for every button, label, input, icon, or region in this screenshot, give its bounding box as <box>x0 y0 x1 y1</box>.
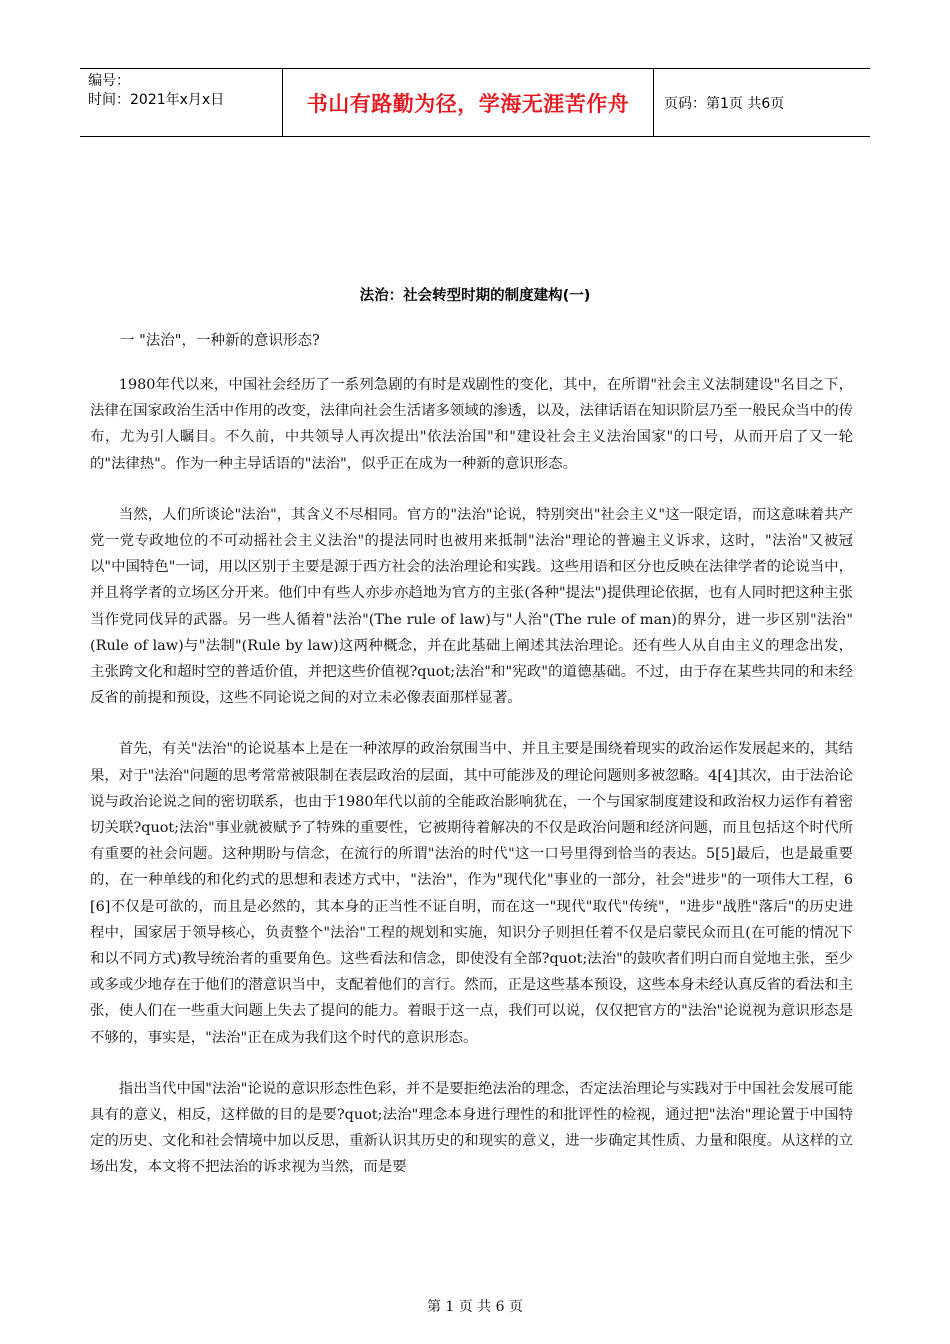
serial-number-label: 编号： <box>88 73 130 89</box>
section-heading: 一 "法治"，一种新的意识形态? <box>120 333 320 349</box>
body-paragraph: 当然，人们所谈论"法治"，其含义不尽相同。官方的"法治"论说，特别突出"社会主义"这一限定语，而这意味着共产党一党专政地位的不可动摇社会主义法治"的提法同时也被用来抵制"法治"理论的普遍主义诉求，这时，"法治"又被冠以"中国特色"一词，用以区别于主要是源于西方社会的法治理论和实践。这些用语和区分也反映在法律学者的论说当中，并且将学者的立场区分开来。他们中有些人亦步亦趋地为官方的主张(各种"提法")提供理论依据，也有人同时把这种主张当作党同伐异的武器。另一些人循着"法治"(The rule of law)与"人治"(The rule of man)的界分，进一步区别"法治"(Rule of law)与"法制"(Rule by law)这两种概念，并在此基础上阐述其法治理论。还有些人从自由主义的理念出发，主张跨文化和超时空的普适价值，并把这些价值视?quot;法治"和"宪政"的道德基础。不过，由于存在某些共同的和未经反省的前提和预设，这些不同论说之间的对立未必像表面那样显著。 <box>90 506 853 707</box>
header-motto: 书山有路勤为径，学海无涯苦作舟 <box>282 69 654 136</box>
body-paragraph: 指出当代中国"法治"论说的意识形态性色彩，并不是要拒绝法治的理念，否定法治理论与实践对于中国社会发展可能具有的意义，相反，这样做的目的是要?quot;法治"理念本身进行理性的和批评性的检视，通过把"法治"理论置于中国特定的历史、文化和社会情境中加以反思，重新认识其历史的和现实的意义，进一步确定其性质、力量和限度。从这样的立场出发，本文将不把法治的诉求视为当然，而是要 <box>90 1080 853 1176</box>
header-page-info: 页码：第1页 共6页 <box>664 95 785 112</box>
page-footer: 第 1 页 共 6 页 <box>426 1299 524 1315</box>
header-meta <box>80 69 282 136</box>
page-header <box>80 68 870 137</box>
document-body <box>90 372 853 1206</box>
document-title: 法治：社会转型时期的制度建构(一) <box>359 288 591 304</box>
body-paragraph: 首先，有关"法治"的论说基本上是在一种浓厚的政治氛围当中、并且主要是围绕着现实的政治运作发展起来的，其结果，对于"法治"问题的思考常常被限制在表层政治的层面，其中可能涉及的理论问题则多被忽略。4[4]其次，由于法治论说与政治论说之间的密切联系，也由于1980年代以前的全能政治影响犹在，一个与国家制度建设和政治权力运作有着密切关联?quot;法治"事业就被赋予了特殊的重要性，它被期待着解决的不仅是政治问题和经济问题，而且包括这个时代所有重要的社会问题。这种期盼与信念，在流行的所谓"法治的时代"这一口号里得到恰当的表达。5[5]最后，也是最重要的，在一种单线的和化约式的思想和表述方式中，"法治"，作为"现代化"事业的一部分，社会"进步"的一项伟大工程，6[6]不仅是可欲的，而且是必然的，其本身的正当性不证自明，而在这一"现代"取代"传统"，"进步"战胜"落后"的历史进程中，国家居于领导核心，负责整个"法治"工程的规划和实施，知识分子则担任着不仅是启蒙民众而且(在可能的情况下和以不同方式)教导统治者的重要角色。这些看法和信念，即使没有全部?quot;法治"的鼓吹者们明白而自觉地主张，至少或多或少地存在于他们的潜意识当中，支配着他们的言行。然而，正是这些基本预设，这些本身未经认真反省的看法和主张，使人们在一些重大问题上失去了提问的能力。着眼于这一点，我们可以说，仅仅把官方的"法治"论说视为意识形态是不够的，事实是，"法治"正在成为我们这个时代的意识形态。 <box>90 741 853 1046</box>
date-line: 时间：2021年x月x日 <box>88 92 225 108</box>
body-paragraph: 1980年代以来，中国社会经历了一系列急剧的有时是戏剧性的变化，其中，在所谓"社会主义法制建设"名目之下，法律在国家政治生活中作用的改变，法律向社会生活诸多领域的渗透，以及，法律话语在知识阶层乃至一般民众当中的传布，尤为引人瞩目。不久前，中共领导人再次提出"依法治国"和"建设社会主义法治国家"的口号，从而开启了又一轮的"法律热"。作为一种主导话语的"法治"，似乎正在成为一种新的意识形态。 <box>90 377 853 472</box>
